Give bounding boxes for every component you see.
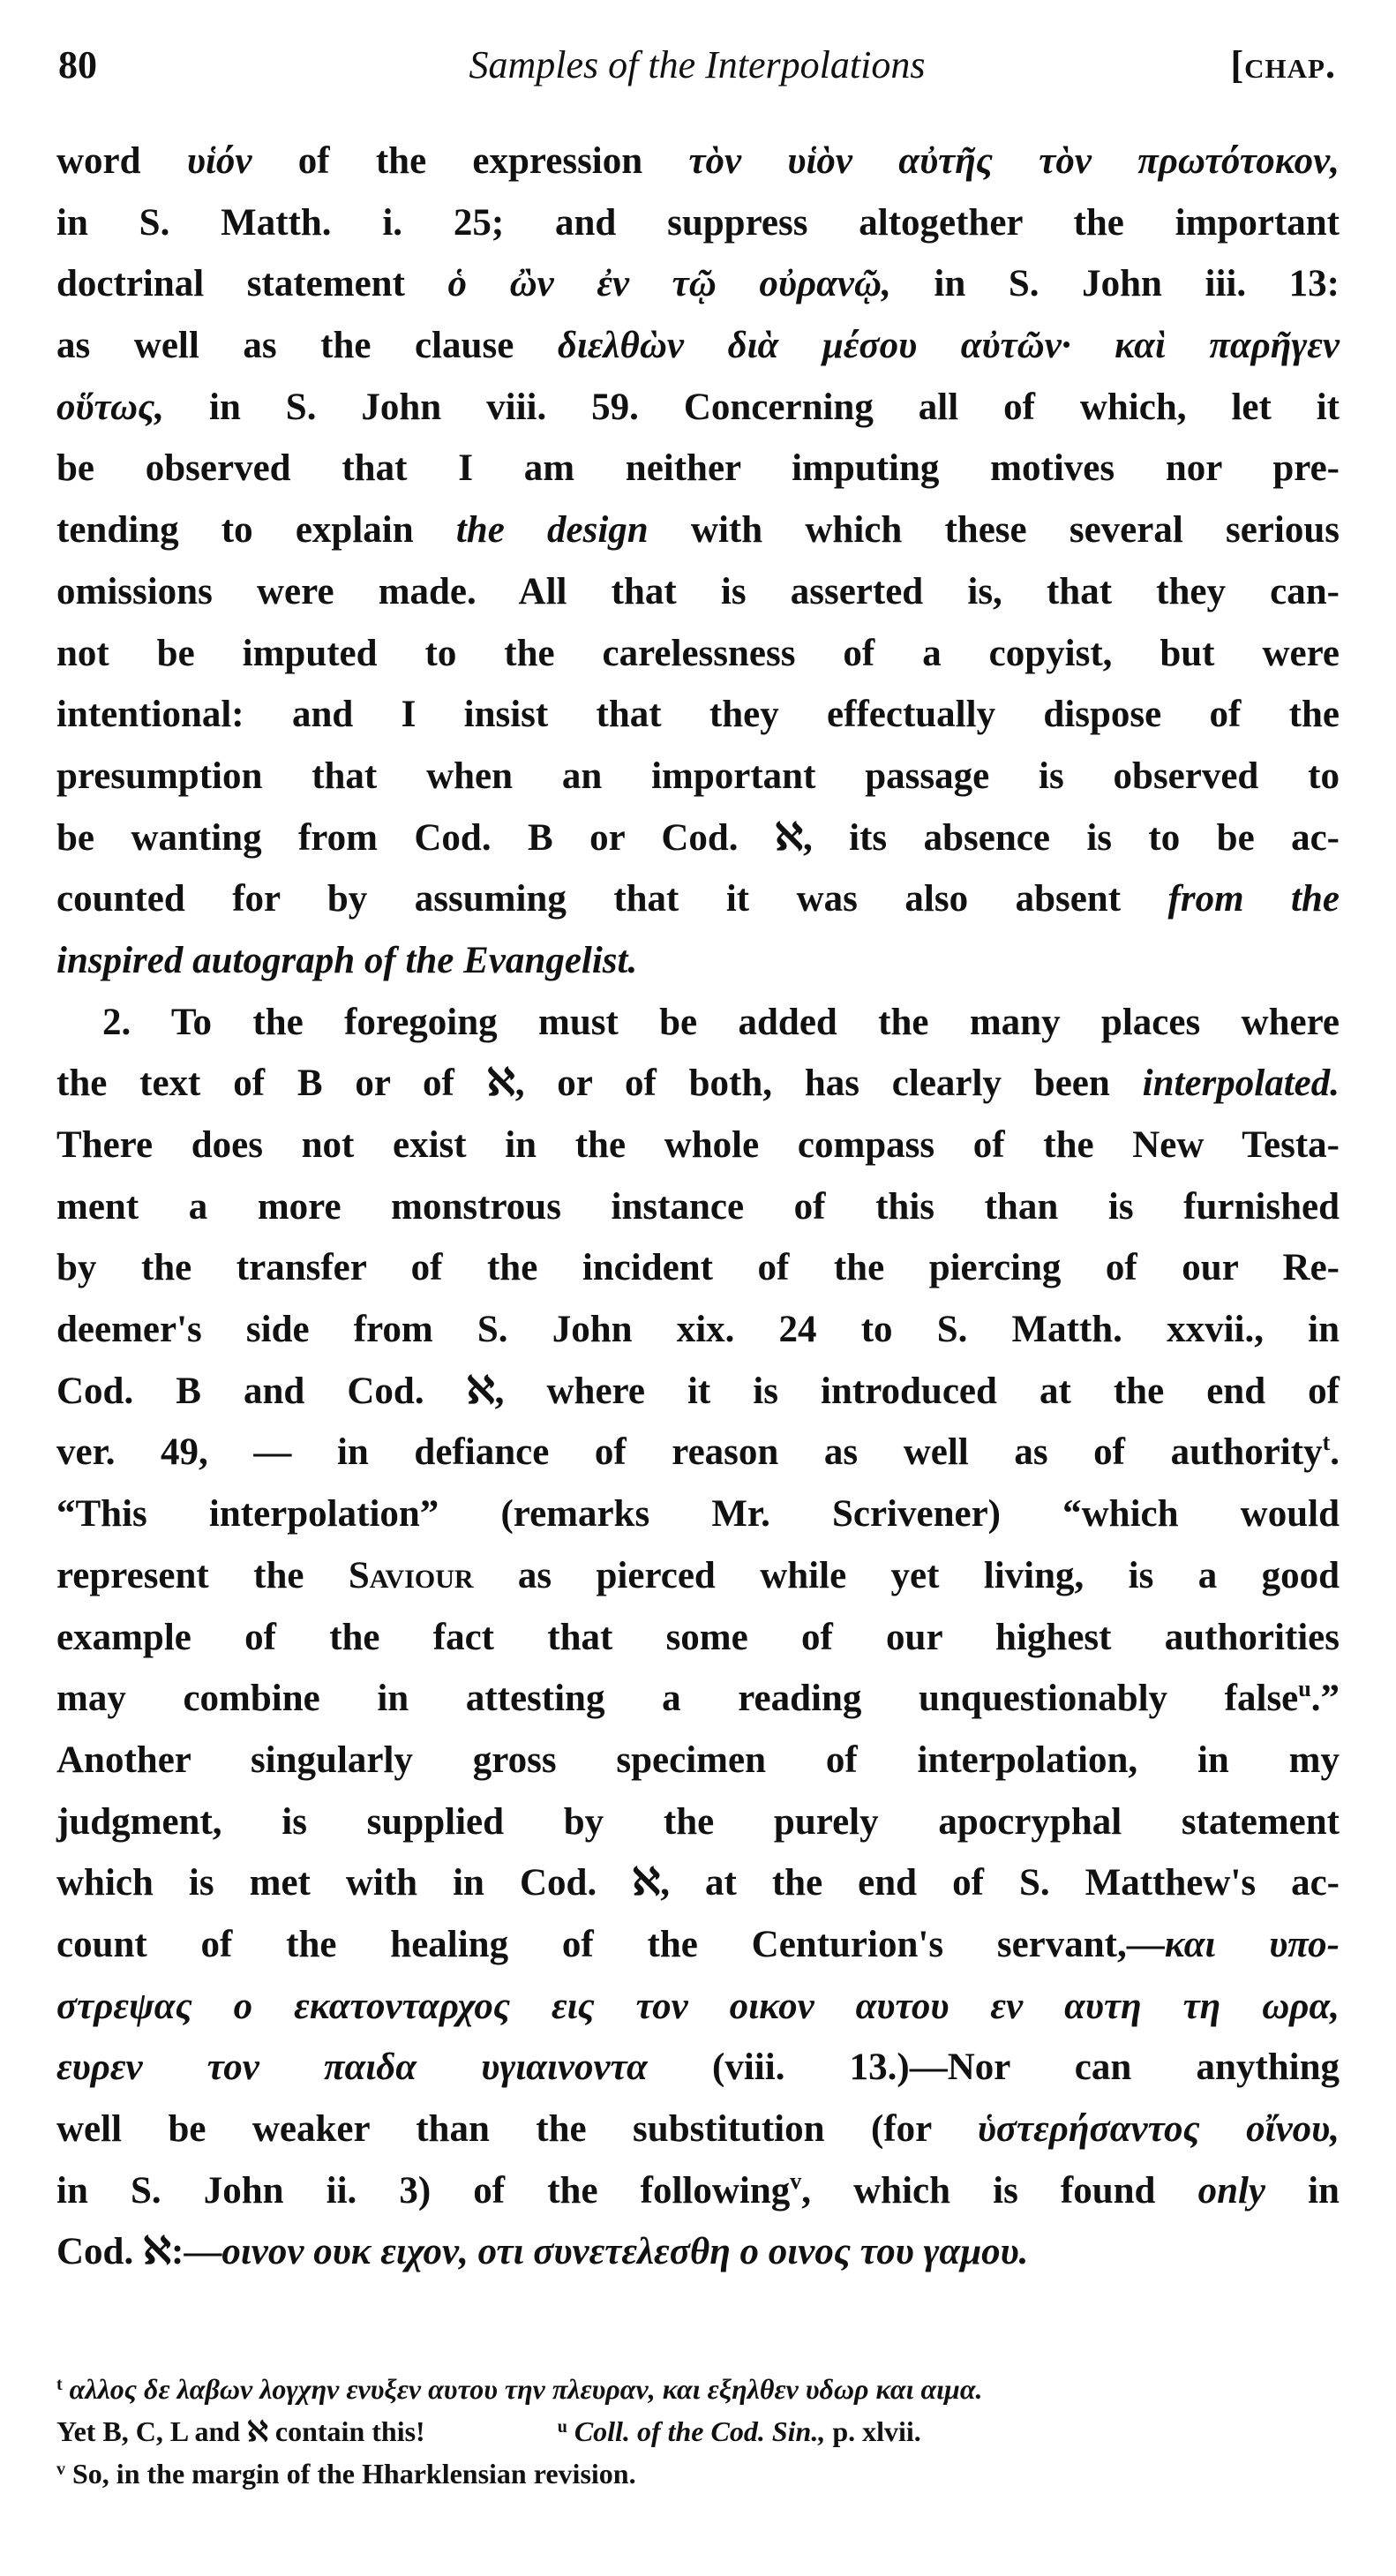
text-line <box>56 438 1340 499</box>
running-head <box>58 39 1336 92</box>
text-run: There does not exist in the whole compass of the New Testa- <box>56 1124 1340 1166</box>
text-line <box>56 1852 1340 1914</box>
running-title: Samples of the Interpolations <box>469 43 926 86</box>
text-run: well be weaker than the substitution (for <box>56 2108 978 2150</box>
chapter-marker: [chap. <box>1230 43 1336 86</box>
text-run: by the transfer of the incident of the piercing of our Re- <box>56 1247 1340 1289</box>
italic-run: τὸν υἱὸν αὐτῆς τὸν πρωτότοκον, <box>688 140 1340 182</box>
text-run: as pierced while yet living, is a good <box>473 1554 1340 1596</box>
footnote <box>56 2368 1340 2410</box>
text-run: in S. Matth. i. 25; and suppress altogether the important <box>56 201 1340 244</box>
text-line <box>56 2037 1340 2099</box>
italic-run: ὑστερήσαντος οἴνου, <box>977 2108 1340 2150</box>
text-line <box>56 1237 1340 1299</box>
italic-run: from the <box>1167 878 1340 920</box>
text-run: be observed that I am neither imputing motives nor pre- <box>56 447 1340 490</box>
text-run: example of the fact that some of our highest authorities <box>56 1616 1340 1658</box>
italic-run: διελθὼν διὰ μέσου αὐτῶν· καὶ παρῆγεν <box>557 325 1340 367</box>
text-run: be wanting from Cod. B or Cod. ℵ, its absence is to be ac- <box>56 816 1340 859</box>
italic-run: Coll. of the Cod. Sin., <box>574 2415 826 2447</box>
text-run: with which these several serious <box>648 509 1340 552</box>
text-run: presumption that when an important passage is observed to <box>56 755 1340 797</box>
text-run: p. xlvii. <box>825 2415 921 2447</box>
text-run: deemer's side from S. John xix. 24 to S. Matth. xxvii., in <box>56 1309 1340 1351</box>
text-line <box>56 1545 1340 1607</box>
text-line <box>56 192 1340 254</box>
text-run: judgment, is supplied by the purely apocryphal statement <box>56 1800 1340 1843</box>
text-run: ver. 49, — in defiance of reason as well as of authority <box>56 1431 1323 1474</box>
italic-run: οὕτως, <box>56 386 165 428</box>
small-caps-run: Saviour <box>348 1554 474 1596</box>
text-run: represent the <box>56 1554 349 1596</box>
italic-run: the design <box>455 509 649 552</box>
text-run: ment a more monstrous instance of this than is furnished <box>56 1185 1340 1228</box>
text-run: counted for by assuming that it was also absent <box>56 878 1168 920</box>
text-line <box>56 2160 1340 2222</box>
text-line <box>56 561 1340 623</box>
footnote-ref: v <box>790 2167 802 2194</box>
text-run: . <box>1330 1431 1340 1474</box>
text-run: in <box>1265 2169 1340 2212</box>
text-line <box>56 1361 1340 1423</box>
text-run: may combine in attesting a reading unquestionably false <box>56 1678 1299 1720</box>
text-line <box>56 1053 1340 1115</box>
text-run: Cod. B and Cod. ℵ, where it is introduced at the end of <box>56 1370 1340 1412</box>
text-line <box>56 623 1340 685</box>
text-line <box>56 1422 1340 1483</box>
text-run: not be imputed to the carelessness of a copyist, but were <box>56 632 1340 674</box>
italic-run: only <box>1197 2169 1266 2212</box>
text-line <box>56 2099 1340 2160</box>
italic-run: στρεψας ο εκατονταρχος εις τον οικον αυτου εν αυτη τη ωρα, <box>56 1985 1340 2027</box>
text-line <box>56 807 1340 869</box>
text-line <box>56 1668 1340 1730</box>
italic-run: αλλος δε λαβων λογχην ενυξεν αυτου την πλευραν, και εξηλθεν υδωρ και αιμα. <box>69 2373 983 2405</box>
text-line <box>56 2221 1340 2283</box>
italic-run: inspired autograph of the Evangelist. <box>56 939 638 981</box>
text-run: Cod. ℵ:— <box>56 2231 222 2273</box>
footnote <box>56 2410 1340 2452</box>
paragraph <box>56 992 1340 2283</box>
footnote-ref: u <box>1298 1676 1311 1702</box>
text-line <box>56 131 1340 192</box>
text-run: tending to explain <box>56 509 456 552</box>
text-run: count of the healing of the Centurion's servant,— <box>56 1923 1165 1965</box>
text-line <box>56 499 1340 561</box>
text-run: Yet B, C, L and ℵ contain this! <box>56 2415 425 2447</box>
italic-run: ὁ ὢν ἐν τῷ οὐρανῷ, <box>447 263 891 305</box>
text-run: .” <box>1310 1678 1340 1720</box>
text-line <box>56 1791 1340 1853</box>
text-run: in S. John viii. 59. Concerning all of which, let it <box>164 386 1340 428</box>
italic-run: υἱόν <box>186 140 252 182</box>
text-run: which is met with in Cod. ℵ, at the end of S. Matthew's ac- <box>56 1862 1340 1904</box>
text-line <box>56 1483 1340 1545</box>
italic-run: οινον ουκ ειχον, οτι συνετελεσθη ο οινος του γαμου. <box>221 2231 1029 2273</box>
text-line <box>56 377 1340 439</box>
text-line <box>56 1607 1340 1669</box>
text-run: 2. To the foregoing must be added the many places where <box>102 1001 1340 1043</box>
text-run: Another singularly gross specimen of interpolation, in my <box>56 1739 1340 1781</box>
text-line <box>56 930 1340 992</box>
text-line <box>56 1730 1340 1791</box>
text-line <box>56 1176 1340 1238</box>
text-line <box>56 1299 1340 1361</box>
text-line <box>56 1976 1340 2038</box>
text-run: the text of B or of ℵ, or of both, has clearly been <box>56 1063 1143 1105</box>
footnote-ref: u <box>557 2417 567 2437</box>
body-text <box>56 131 1340 2283</box>
text-run: “This interpolation” (remarks Mr. Scrivener) “which would <box>56 1493 1340 1536</box>
text-run: (viii. 13.)—Nor can anything <box>647 2047 1340 2089</box>
text-line <box>56 868 1340 930</box>
footnotes <box>56 2368 1340 2495</box>
text-run: as well as the clause <box>56 325 558 367</box>
footnote-ref: t <box>56 2375 63 2394</box>
text-run: , which is found <box>801 2169 1198 2212</box>
text-line <box>56 684 1340 746</box>
text-run: word <box>56 140 187 182</box>
text-run: in S. John iii. 13: <box>890 263 1340 305</box>
footnote-ref: v <box>56 2460 65 2479</box>
page-number: 80 <box>58 43 97 86</box>
text-line <box>56 992 1340 1054</box>
text-run: of the expression <box>251 140 689 182</box>
text-run: intentional: and I insist that they effectually dispose of the <box>56 694 1340 736</box>
text-line <box>56 1115 1340 1176</box>
text-run: omissions were made. All that is asserted is, that they can- <box>56 570 1340 612</box>
text-line <box>56 1914 1340 1976</box>
text-line <box>56 315 1340 377</box>
text-line <box>56 253 1340 315</box>
text-line <box>56 746 1340 807</box>
italic-run: και υπο- <box>1164 1923 1340 1965</box>
italic-run: interpolated. <box>1142 1063 1340 1105</box>
paragraph <box>56 131 1340 992</box>
italic-run: ευρεν τον παιδα υγιαινοντα <box>56 2047 648 2089</box>
footnote-ref: t <box>1322 1430 1331 1456</box>
text-run: So, in the margin of the Hharklensian revision. <box>72 2458 636 2490</box>
text-run: doctrinal statement <box>56 263 448 305</box>
footnote <box>56 2452 1340 2495</box>
text-run: in S. John ii. 3) of the following <box>56 2169 791 2212</box>
